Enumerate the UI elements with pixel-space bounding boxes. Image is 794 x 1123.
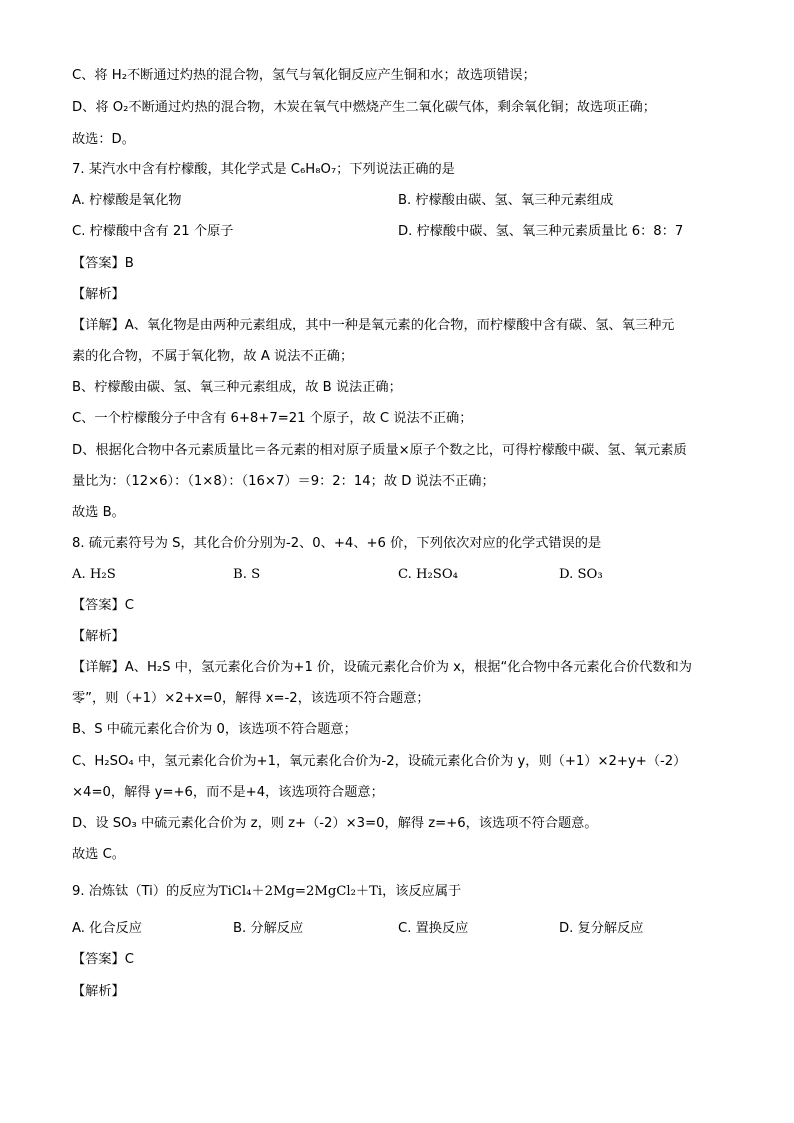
option-a: A. 柠檬酸是氧化物 <box>72 193 182 208</box>
conclusion-line: 故选 B。 <box>72 505 125 520</box>
detail-line: 零”，则（+1）×2+x=0，解得 x=-2，该选项不符合题意； <box>72 691 430 706</box>
option-a: A. 化合反应 <box>72 921 142 936</box>
option-b: B. 柠檬酸由碳、氢、氧三种元素组成 <box>398 193 614 208</box>
detail-line: 【详解】A、H₂S 中，氢元素化合价为+1 价，设硫元素化合价为 x，根据“化合物中各元素化合价代数和为 <box>72 660 692 675</box>
detail-line: 量比为：（12×6）：（1×8）：（16×7）＝9：2：14；故 D 说法不正确； <box>72 474 495 489</box>
option-b: B. 分解反应 <box>233 921 304 936</box>
analysis-label: 【解析】 <box>72 984 125 999</box>
text-line: D、将 O₂不断通过灼热的混合物，木炭在氧气中燃烧产生二氧化碳气体，剩余氧化铜；故选项正确； <box>72 100 656 115</box>
analysis-label: 【解析】 <box>72 287 125 302</box>
option-c: C. 置换反应 <box>398 921 469 936</box>
question-7-options-row-2 <box>72 222 732 242</box>
detail-line: D、根据化合物中各元素质量比＝各元素的相对原子质量×原子个数之比，可得柠檬酸中碳、氢、氧元素质 <box>72 443 687 458</box>
question-9-options-row <box>72 919 732 939</box>
text-line: C、将 H₂不断通过灼热的混合物，氢气与氧化铜反应产生铜和水；故选项错误； <box>72 68 536 83</box>
analysis-label: 【解析】 <box>72 629 125 644</box>
option-b: B. S <box>233 567 261 582</box>
detail-line: C、H₂SO₄ 中，氢元素化合价为+1，氧元素化合价为-2，设硫元素化合价为 y，则（+1）×2+y+（-2） <box>72 754 687 769</box>
answer-label: 【答案】B <box>72 256 134 271</box>
detail-line: C、一个柠檬酸分子中含有 6+8+7=21 个原子，故 C 说法不正确； <box>72 411 473 426</box>
conclusion-line: 故选 C。 <box>72 847 125 862</box>
detail-line: D、设 SO₃ 中硫元素化合价为 z，则 z+（-2）×3=0，解得 z=+6，该选项不符合题意。 <box>72 816 598 831</box>
option-a: A. H₂S <box>72 567 116 582</box>
chemical-equation: TiCl₄＋2Mg=2MgCl₂＋Ti <box>218 884 383 899</box>
option-d: D. 柠檬酸中碳、氢、氧三种元素质量比 6：8：7 <box>398 224 684 239</box>
option-d: D. 复分解反应 <box>559 921 644 936</box>
question-7-options-row-1 <box>72 191 732 211</box>
question-8-options-row <box>72 565 732 585</box>
detail-line: ×4=0，解得 y=+6，而不是+4，该选项符合题意； <box>72 785 384 800</box>
question-8-stem: 8. 硫元素符号为 S，其化合价分别为-2、0、+4、+6 价，下列依次对应的化学式错误的是 <box>72 536 602 551</box>
detail-line: 素的化合物，不属于氧化物，故 A 说法不正确； <box>72 349 354 364</box>
question-9-stem-suffix: ，该反应属于 <box>382 884 462 899</box>
detail-line: B、S 中硫元素化合价为 0，该选项不符合题意； <box>72 722 357 737</box>
detail-line: 【详解】A、氧化物是由两种元素组成，其中一种是氧元素的化合物，而柠檬酸中含有碳、氢、氧三种元 <box>72 318 675 333</box>
text-line: 故选：D。 <box>72 132 135 147</box>
question-9-stem-prefix: 9. 冶炼钛（Ti）的反应为 <box>72 884 219 899</box>
option-c: C. H₂SO₄ <box>398 567 458 582</box>
detail-line: B、柠檬酸由碳、氢、氧三种元素组成，故 B 说法正确； <box>72 380 402 395</box>
option-d: D. SO₃ <box>559 567 603 582</box>
answer-label: 【答案】C <box>72 952 134 967</box>
question-7-stem: 7. 某汽水中含有柠檬酸，其化学式是 C₆H₈O₇；下列说法正确的是 <box>72 162 455 177</box>
question-9-stem <box>72 882 461 902</box>
option-c: C. 柠檬酸中含有 21 个原子 <box>72 224 234 239</box>
answer-label: 【答案】C <box>72 598 134 613</box>
